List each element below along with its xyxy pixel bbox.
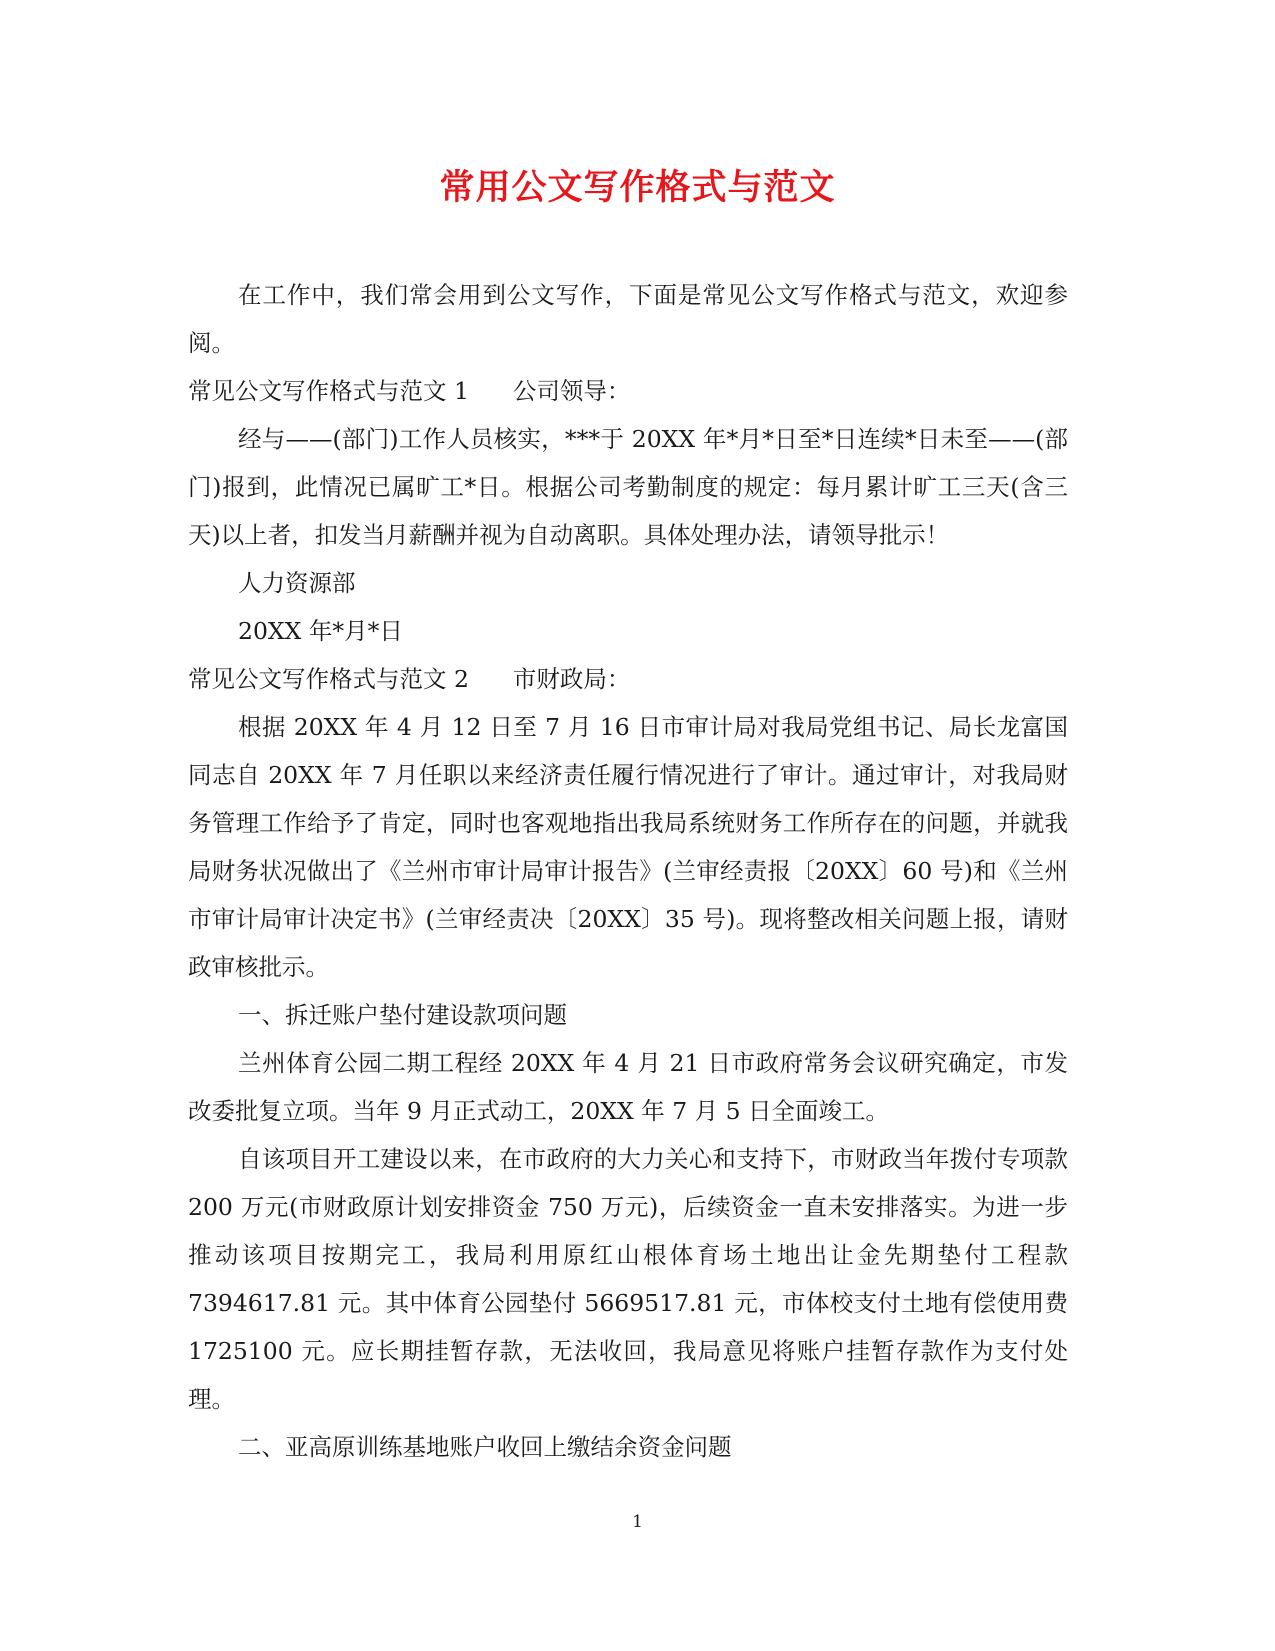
example1-heading-line [188,367,1068,415]
example2-salutation: 市财政局： [512,665,631,693]
section1-heading: 一、拆迁账户垫付建设款项问题 [238,1001,567,1029]
document-title: 常用公文写作格式与范文 [439,167,836,208]
example1-salutation: 公司领导： [512,377,631,405]
page-number: 1 [632,1512,643,1532]
section2-heading: 二、亚高原训练基地账户收回上缴结余资金问题 [238,1433,732,1461]
example2-heading: 常见公文写作格式与范文 2 [188,665,469,693]
section1-paragraph-1: 兰州体育公园二期工程经 20XX 年 4 月 21 日市政府常务会议研究确定，市发改委批复立项。当年 9 月正式动工，20XX 年 7 月 5 日全面竣工。 [188,1049,1068,1125]
example1-signature: 人力资源部 [238,569,356,597]
intro-paragraph: 在工作中，我们常会用到公文写作，下面是常见公文写作格式与范文，欢迎参阅。 [188,281,1068,357]
example2-heading-line [188,655,1068,703]
document-body [188,271,1068,1471]
example1-date: 20XX 年*月*日 [238,617,403,645]
example1-heading: 常见公文写作格式与范文 1 [188,377,469,405]
section1-paragraph-2: 自该项目开工建设以来，在市政府的大力关心和支持下，市财政当年拨付专项款 200 万元(市财政原计划安排资金 750 万元)，后续资金一直未安排落实。为进一步推动该项目按期完工，我局利用原红山根体育场土地出让金先期垫付工程款 7394617.81 元。其中体育公园垫付 5669517.81 元，市体校支付土地有偿使用费 1725100 元。应长期挂暂存款，无法收回，我局意见将账户挂暂存款作为支付处理。 [188,1145,1068,1413]
example1-body-paragraph: 经与——(部门)工作人员核实，***于 20XX 年*月*日至*日连续*日未至——(部门)报到，此情况已属旷工*日。根据公司考勤制度的规定：每月累计旷工三天(含三天)以上者，扣发当月薪酬并视为自动离职。具体处理办法，请领导批示！ [188,425,1068,549]
example2-body-paragraph: 根据 20XX 年 4 月 12 日至 7 月 16 日市审计局对我局党组书记、局长龙富国同志自 20XX 年 7 月任职以来经济责任履行情况进行了审计。通过审计，对我局财务管理工作给予了肯定，同时也客观地指出我局系统财务工作所存在的问题，并就我局财务状况做出了《兰州市审计局审计报告》(兰审经责报〔20XX〕60 号)和《兰州市审计局审计决定书》(兰审经责决〔20XX〕35 号)。现将整改相关问题上报，请财政审核批示。 [188,713,1068,981]
